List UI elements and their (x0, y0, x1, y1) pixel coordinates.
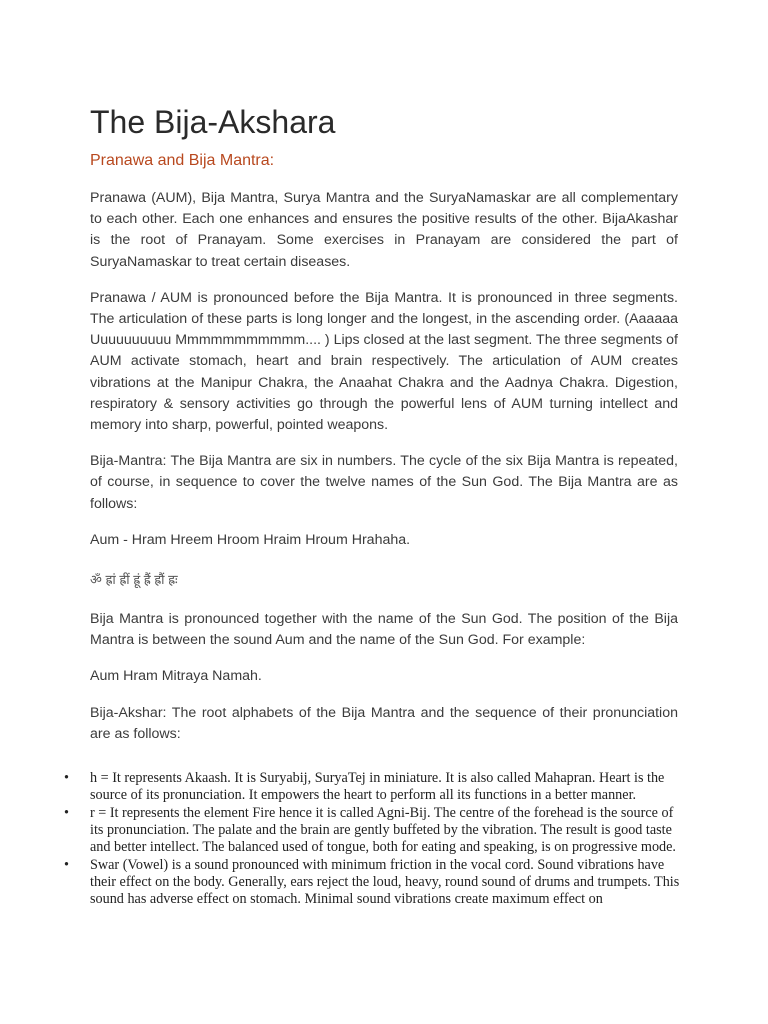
list-item-text: r = It represents the element Fire hence it is called Agni-Bij. The centre of the forehead is the source of its pronunciation. The palate and the brain are gently buffeted by the vibration. The result is good taste and better intellect. The balanced used of tongue, both for eating and speaking, is on progressive mode. (90, 805, 676, 855)
paragraph-aum: Pranawa / AUM is pronounced before the Bija Mantra. It is pronounced in three segments. The articulation of these parts is long longer and the longest, in the ascending order. (Aaaaaa Uuuuuuuuuu Mmmmmmmmmmm.... ) Lips closed at the last segment. The three segments of AUM activate stomach, heart and brain respectively. The articulation of AUM creates vibrations at the Manipur Chakra, the Anaahat Chakra and the Aadnya Chakra. Digestion, respiratory & sensory activities go through the powerful lens of AUM turning intellect and memory into sharp, powerful, pointed weapons. (90, 289, 678, 434)
bullet-icon: • (64, 805, 69, 821)
bullet-icon: • (64, 770, 69, 786)
section-heading: Pranawa and Bija Mantra: (90, 152, 275, 169)
paragraph-bija-akshar: Bija-Akshar: The root alphabets of the Bija Mantra and the sequence of their pronunciation are as follows: (90, 704, 678, 742)
paragraph-intro: Pranawa (AUM), Bija Mantra, Surya Mantra and the SuryaNamaskar are all complementary to each other. Each one enhances and ensures the positive results of the other. BijaAkashar is the root of Pranayam. Some exercises in Pranayam are considered the part of SuryaNamaskar to treat certain diseases. (90, 190, 678, 270)
paragraph-mantra-list: Aum - Hram Hreem Hroom Hraim Hroum Hrahaha. (90, 531, 411, 548)
document-page (90, 100, 678, 760)
list-item-text: h = It represents Akaash. It is Suryabij, SuryaTej in miniature. It is also called Mahapran. Heart is the source of its pronunciation. It empowers the heart to perform all its functions in a better manner. (90, 770, 665, 803)
page-title: The Bija-Akshara (90, 104, 336, 140)
list-item-text: Swar (Vowel) is a sound pronounced with minimum friction in the vocal cord. Sound vibrations have their effect on the body. Generally, ears reject the loud, heavy, round sound of drums and trumpets. This sound has adverse effect on stomach. Minimal sound vibrations create maximum effect on (90, 857, 680, 907)
paragraph-sun-god: Bija Mantra is pronounced together with the name of the Sun God. The position of the Bija Mantra is between the sound Aum and the name of the Sun God. For example: (90, 611, 678, 649)
paragraph-example: Aum Hram Mitraya Namah. (90, 668, 262, 685)
list-item (64, 805, 684, 856)
bullet-icon: • (64, 857, 69, 873)
list-item (64, 857, 684, 908)
list-item (64, 770, 684, 804)
paragraph-bija-mantra: Bija-Mantra: The Bija Mantra are six in numbers. The cycle of the six Bija Mantra is repeated, of course, in sequence to cover the twelve names of the Sun God. The Bija Mantra are as follows: (90, 453, 678, 512)
devanagari-mantra: ॐ ह्रां ह्रीं ह्रूं ह्रैं ह्रौं ह्रः (90, 572, 178, 588)
akshar-list (64, 770, 684, 909)
